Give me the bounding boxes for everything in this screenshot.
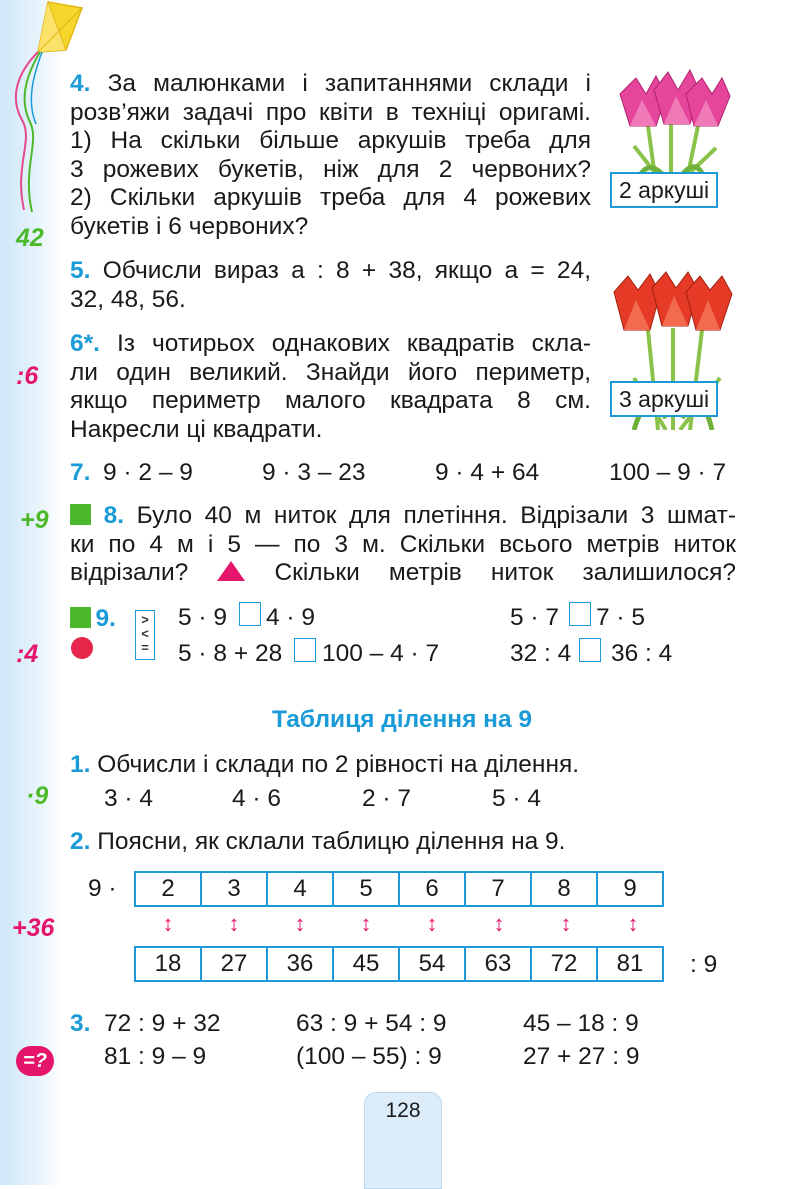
s3-expr: 63 : 9 + 54 : 9 (296, 1010, 447, 1037)
task-4-line: 3 рожевих букетів, ніж для 2 червоних? (70, 155, 591, 183)
task-7-expr: 9 · 2 – 9 (103, 459, 193, 486)
multiply-label: 9 · (88, 875, 117, 902)
pink-tulips-icon (606, 66, 736, 184)
compare-left: 5 · 7 (510, 604, 560, 631)
task-5: 5. Обчисли вираз а : 8 + 38, якщо а = 24, 32, 48, 56. (70, 257, 591, 313)
table-cell: 54 (399, 947, 465, 981)
arrow-icon: ↕ (294, 911, 306, 936)
compare-box[interactable] (239, 602, 261, 626)
compare-right: 7 · 5 (596, 604, 646, 631)
equals-question-badge: =? (16, 1046, 54, 1076)
task-7-expr: 9 · 3 – 23 (262, 459, 366, 486)
compare-right: 100 – 4 · 7 (322, 640, 440, 667)
table-cell: 9 (597, 872, 663, 906)
compare-left: 32 : 4 (510, 640, 572, 667)
table-cell: 45 (333, 947, 399, 981)
s3-expr: 27 + 27 : 9 (523, 1043, 640, 1070)
arrow-icon: ↕ (627, 911, 639, 936)
table-cell: 6 (399, 872, 465, 906)
table-cell: 3 (201, 872, 267, 906)
arrow-icon: ↕ (493, 911, 505, 936)
s1-expr: 4 · 6 (232, 785, 282, 812)
compare-left: 5 · 9 (178, 604, 228, 631)
task-4-line: розв’яжи задачі про квіти в техніці оригамі. (70, 98, 591, 126)
table-cell: 8 (531, 872, 597, 906)
compare-left: 5 · 8 + 28 (178, 640, 283, 667)
triangle-icon (217, 561, 245, 581)
compare-box[interactable] (294, 638, 316, 662)
compare-signs: > < = (135, 610, 155, 660)
task-4-line: 2) Скільки аркушів треба для 4 рожевих (70, 184, 591, 211)
page-number: 128 (385, 1099, 421, 1122)
table-cell: 18 (135, 947, 201, 981)
s3-expr: (100 – 55) : 9 (296, 1043, 442, 1070)
s3-expr: 81 : 9 – 9 (104, 1043, 207, 1070)
section-title: Таблиця ділення на 9 (271, 706, 533, 733)
s3-expr: 72 : 9 + 32 (104, 1010, 221, 1037)
section-task-2: 2. Поясни, як склали таблицю ділення на 9. (70, 828, 566, 855)
s1-expr: 3 · 4 (104, 785, 154, 812)
table-cell: 7 (465, 872, 531, 906)
table-cell: 36 (267, 947, 333, 981)
task-7-number: 7. (70, 459, 91, 486)
table-cell: 72 (531, 947, 597, 981)
arrow-icon: ↕ (360, 911, 372, 936)
task-9-markers: 9. (70, 605, 116, 633)
arrow-icon: ↕ (560, 911, 572, 936)
task-7-expr: 100 – 9 · 7 (609, 459, 727, 486)
top-row-table (134, 871, 664, 907)
table-cell: 63 (465, 947, 531, 981)
red-circle-icon (71, 637, 93, 659)
margin-number: +36 (12, 914, 55, 942)
table-cell: 27 (201, 947, 267, 981)
section-task-3-number: 3. (70, 1010, 91, 1037)
green-square-icon (70, 607, 91, 628)
table-cell: 81 (597, 947, 663, 981)
compare-right: 4 · 9 (266, 604, 316, 631)
margin-number: 42 (16, 224, 44, 252)
arrow-icon: ↕ (426, 911, 438, 936)
arrow-icon: ↕ (162, 911, 174, 936)
s1-expr: 2 · 7 (362, 785, 412, 812)
margin-number: ·9 (26, 782, 49, 810)
table-cell: 4 (267, 872, 333, 906)
divide-label: : 9 (690, 951, 718, 978)
compare-box[interactable] (569, 602, 591, 626)
margin-number: :6 (16, 362, 39, 390)
margin-number: +9 (20, 506, 49, 534)
task-6: 6*. Із чотирьох однакових квадратів скла- ли один великий. Знайди його периметр, якщо периметр малого квадрата 8 см. Накресли ці квадрати. (70, 330, 591, 443)
arrow-icon: ↕ (228, 911, 240, 936)
page-number-tab (364, 1092, 442, 1189)
compare-right: 36 : 4 (611, 640, 673, 667)
task-7-expr: 9 · 4 + 64 (435, 459, 540, 486)
task-4-line: букетів і 6 червоних? (70, 212, 309, 240)
pink-bouquet-label: 2 аркуші (610, 172, 718, 208)
green-square-icon (70, 504, 91, 525)
bottom-row-table (134, 946, 664, 982)
s1-expr: 5 · 4 (492, 785, 542, 812)
table-cell: 2 (135, 872, 201, 906)
red-bouquet-label: 3 аркуші (610, 381, 718, 417)
task-4-line: 1) На скільки більше аркушів треба для (70, 127, 591, 154)
s3-expr: 45 – 18 : 9 (523, 1010, 639, 1037)
task-8: 8. Було 40 м ниток для плетіння. Відрізали 3 шмат- ки по 4 м і 5 — по 3 м. Скільки всього метрів ниток відрізали? Скільки метрів ниток залишилося? (70, 502, 736, 586)
task-4 (70, 70, 591, 241)
task-4-line: 4. За малюнками і запитаннями склади і (70, 70, 592, 97)
section-task-1: 1. Обчисли і склади по 2 рівності на ділення. (70, 751, 580, 778)
table-cell: 5 (333, 872, 399, 906)
compare-box[interactable] (579, 638, 601, 662)
margin-number: :4 (16, 640, 39, 668)
